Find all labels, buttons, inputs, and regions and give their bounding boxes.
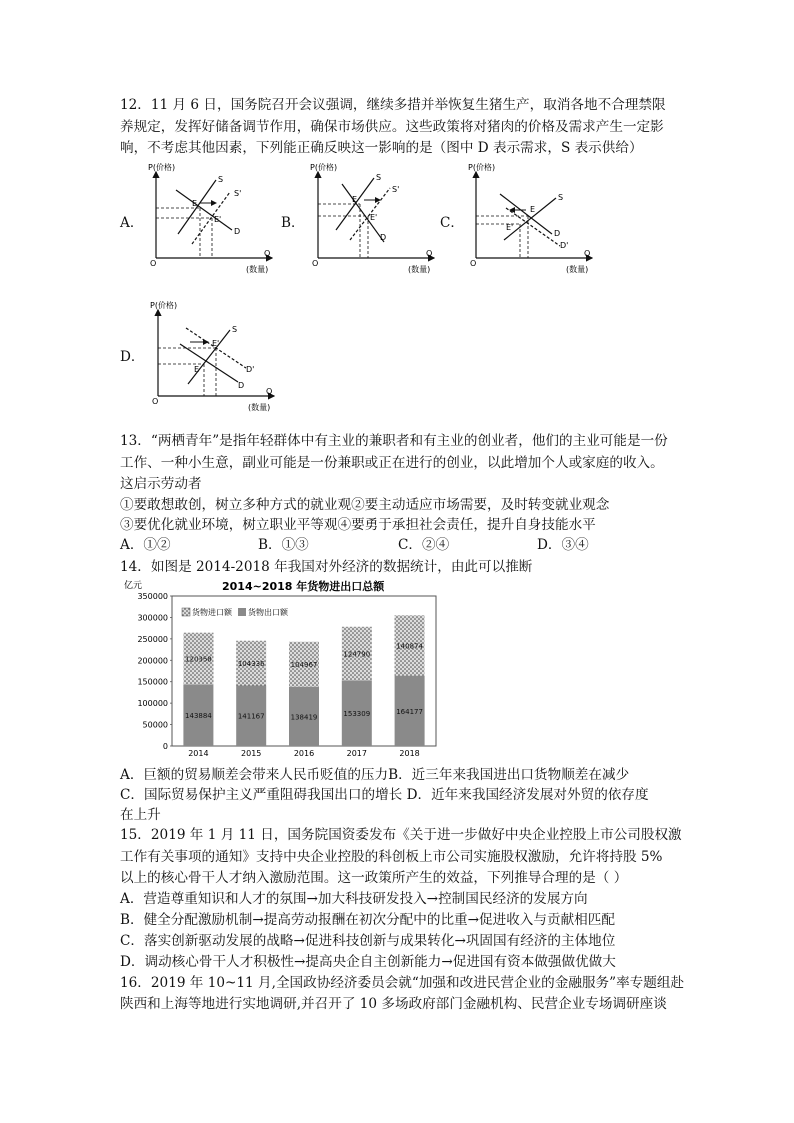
supply-curve-s <box>188 330 230 384</box>
q14-option-line-2: C．国际贸易保护主义严重阻碍我国出口的增长 D．近年来我国经济发展对外贸的依存度 <box>120 787 649 803</box>
q13-answer-d: D．③④ <box>537 537 589 553</box>
label-d: D <box>554 229 561 238</box>
data-label-export: 153309 <box>343 710 371 719</box>
x-tick-label: 2017 <box>346 749 367 758</box>
x-axis-unit: (数量) <box>246 265 269 274</box>
y-tick-label: 100000 <box>137 699 168 709</box>
data-label-export: 164177 <box>396 707 423 716</box>
data-label-import: 120358 <box>185 655 212 664</box>
data-label-export: 138419 <box>290 713 318 722</box>
y-tick-label: 0 <box>162 742 168 751</box>
q13-answer-a: A．①② <box>120 537 171 553</box>
y-tick-label: 300000 <box>137 613 168 623</box>
q14-option-line-3: 在上升 <box>120 807 161 823</box>
label-s: S <box>558 193 564 202</box>
y-axis <box>137 592 172 751</box>
q13-line-3: 这启示劳动者 <box>120 476 202 492</box>
origin-label: O <box>152 397 159 406</box>
label-d: D <box>238 381 245 390</box>
label-s: S <box>232 325 238 334</box>
label-e: E <box>192 199 198 208</box>
label-e-prime: E' <box>370 213 378 222</box>
x-tick-label: 2018 <box>399 749 420 758</box>
q12-option-b-letter: B． <box>281 215 305 231</box>
x-axis-unit: (数量) <box>248 403 271 412</box>
chart-title: 2014~2018 年货物进出口总额 <box>222 580 385 593</box>
legend <box>182 607 289 617</box>
label-d: D <box>380 233 387 242</box>
q13-answer-c: C．②④ <box>398 537 450 553</box>
q13-line-1: 13．“两栖青年”是指年轻群体中有主业的兼职者和有主业的创业者，他们的主业可能是一份 <box>120 433 668 449</box>
label-e-prime: E' <box>212 339 220 348</box>
origin-label: O <box>150 259 157 268</box>
x-tick-label: 2015 <box>241 749 262 758</box>
q13-line-2: 工作、一种小生意，副业可能是一份兼职或正在进行的创业，以此增加个人或家庭的收入。 <box>120 455 664 471</box>
data-label-import: 140874 <box>396 642 423 651</box>
q15-line-1: 15．2019 年 1 月 11 日，国务院国资委发布《关于进一步做好中央企业控股上市公司股权激 <box>120 827 682 843</box>
q12-graph-b <box>302 160 442 280</box>
data-label-import: 104967 <box>290 661 318 670</box>
q12-option-a-letter: A． <box>120 215 144 231</box>
legend-export-label: 货物出口额 <box>248 608 288 617</box>
q14-option-line-1: A．巨额的贸易顺差会带来人民币贬值的压力B．近三年来我国进出口货物顺差在减少 <box>120 767 630 783</box>
label-d-prime: D' <box>246 365 255 374</box>
y-tick-label: 150000 <box>137 677 168 687</box>
q15-option-a: A．营造尊重知识和人才的氛围→加大科技研发投入→控制国民经济的发展方向 <box>120 891 588 907</box>
q15-option-c: C．落实创新驱动发展的战略→促进科技创新与成果转化→巩固国有经济的主体地位 <box>120 933 616 949</box>
q12-line-2: 养规定，发挥好储备调节作用，确保市场供应。这些政策将对猪肉的价格及需求产生一定影 <box>120 119 664 135</box>
demand-curve-d <box>180 344 238 382</box>
q15-line-2: 工作有关事项的通知》支持中央企业控股的科创板上市公司实施股权激励，允许将持股 5% <box>120 849 663 865</box>
legend-import-swatch <box>182 608 190 616</box>
q12-line-3: 响，不考虑其他因素，下列能正确反映这一影响的是（图中 D 表示需求，S 表示供给） <box>120 140 643 156</box>
data-label-import: 124790 <box>343 650 371 659</box>
q15-option-d: D．调动核心骨干人才积极性→提高央企自主创新能力→促进国有资本做强做优做大 <box>120 954 616 970</box>
legend-import-label: 货物进口额 <box>192 608 232 617</box>
q12-graph-d <box>142 298 282 418</box>
x-axis-unit: (数量) <box>566 265 589 274</box>
legend-export-swatch <box>238 608 246 616</box>
label-e: E <box>530 205 536 214</box>
label-s: S <box>376 173 382 182</box>
trade-chart <box>122 578 440 758</box>
data-label-export: 141167 <box>237 712 265 721</box>
y-tick-label: 350000 <box>137 592 168 601</box>
label-e: E <box>352 195 358 204</box>
q13-answer-b: B．①③ <box>258 537 309 553</box>
chart-unit-label: 亿元 <box>124 581 143 591</box>
q15-option-b: B．健全分配激励机制→提高劳动报酬在初次分配中的比重→促进收入与贡献相匹配 <box>120 912 615 928</box>
x-axis-label: Q <box>266 387 273 396</box>
data-label-import: 104336 <box>237 660 265 669</box>
y-tick-label: 50000 <box>142 720 168 730</box>
q12-option-c-letter: C． <box>440 215 464 231</box>
label-e-prime: E' <box>506 223 514 232</box>
y-tick-label: 250000 <box>137 634 168 644</box>
origin-label: O <box>470 259 477 268</box>
q16-line-2: 陕西和上海等地进行实地调研,并召开了 10 多场政府部门金融机构、民营企业专场调研座谈 <box>120 996 667 1012</box>
x-axis-unit: (数量) <box>408 265 431 274</box>
x-axis-label: Q <box>264 249 271 258</box>
origin-label: O <box>312 259 319 268</box>
q13-line-5: ③要优化就业环境，树立职业平等观④要勇于承担社会责任，提升自身技能水平 <box>120 517 596 533</box>
label-e: E <box>194 365 200 374</box>
q12-option-d-letter: D． <box>120 349 145 365</box>
x-axis-label: Q <box>426 249 433 258</box>
label-e-prime: E' <box>214 215 222 224</box>
y-axis-label: P(价格) <box>148 163 176 172</box>
label-d-prime: D' <box>560 241 569 250</box>
label-s-prime: S' <box>234 189 242 198</box>
data-label-export: 143884 <box>185 712 212 721</box>
x-axis-label: Q <box>584 249 591 258</box>
y-axis-label: P(价格) <box>150 301 178 310</box>
x-axis <box>188 749 420 758</box>
q14-stem: 14．如图是 2014-2018 年我国对外经济的数据统计，由此可以推断 <box>120 559 533 575</box>
x-tick-label: 2016 <box>293 749 315 758</box>
q15-line-3: 以上的核心骨干人才纳入激励范围。这一政策所产生的效益，下列推导合理的是（ ） <box>120 870 628 886</box>
x-tick-label: 2014 <box>188 749 209 758</box>
label-d: D <box>234 227 241 236</box>
y-tick-label: 200000 <box>137 656 168 666</box>
q12-graph-a <box>140 160 280 280</box>
y-axis-label: P(价格) <box>310 163 338 172</box>
label-s: S <box>218 175 224 184</box>
bars <box>183 615 424 746</box>
q12-line-1: 12．11 月 6 日，国务院召开会议强调，继续多措并举恢复生猪生产，取消各地不合理禁限 <box>120 97 666 113</box>
y-axis-label: P(价格) <box>468 163 496 172</box>
q16-line-1: 16．2019 年 10~11 月,全国政协经济委员会就“加强和改进民营企业的金融服务”率专题组赴 <box>120 975 685 991</box>
q13-line-4: ①要敢想敢创，树立多种方式的就业观②要主动适应市场需要，及时转变就业观念 <box>120 497 610 513</box>
q12-graph-c <box>460 160 600 280</box>
label-s-prime: S' <box>392 185 400 194</box>
